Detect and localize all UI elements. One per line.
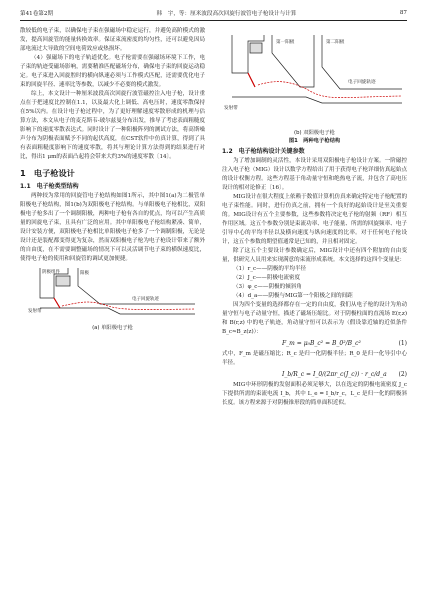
- single-anode-gun-diagram: [20, 264, 205, 324]
- lower-outline: [232, 97, 402, 103]
- paragraph: MIG设计在很大程度上依赖于数值计算机仿真来确定特定电子枪配置的电子束性能。同时，进行仿真之前，拥有一个良好的起始设计是至关重要的。MIG设计有五个主要参数，这些参数将决定电子枪的射频（RF）相互作用区域。这五个参数分别是束流功率、电子能量、所需的回旋频率、电子引导中心的平均半径以及横向速度与纵向速度的比率。对于任何电子枪设计，这五个参数的期望值通常是已知的，并且相对固定。: [222, 194, 407, 245]
- list-item: （4）d_a——阴极与MIG第一个阳极之间的间距: [233, 293, 353, 299]
- figure-caption: (b) 双阳极电子枪: [294, 130, 335, 136]
- paragraph: 散较低的电子束，以确保电子束在强磁场中稳定运行，并避免高阶模式的激发，提高回旋管的能量转换效率。保证束流密度的均匀性，还可以避免因局部电流过大导致的空间电荷效应或热损坏。: [20, 28, 205, 52]
- figure-1a: [20, 264, 205, 332]
- paragraph: 除了这五个主要设计参数确定后，MIG设计中还有四个附加的自由变量，供研究人员用来实现满意的束流形成系统。本文选择的这四个变量是：: [222, 248, 407, 263]
- equation-body: F_m = μ₀B_c² = B_0²/B_c²: [282, 340, 361, 347]
- list-item: （2）J_c——阴极电流密度: [233, 275, 301, 281]
- paragraph: 为了增加调制的灵活性，本设计采用双阳极电子枪设计方案。一阶磁控注入电子枪（MIG）设计以数学方程给出了用于获得电子枪详细仿真起始点的设计权衡方程。这些方程基于角动量守恒和绝热电子流，并包含了高电压设计的相对论修正〔16〕。: [222, 158, 407, 191]
- journal-issue: 第41卷第2期: [20, 11, 54, 17]
- double-anode-gun-diagram: [222, 27, 407, 129]
- running-title: 韩 宇，等：厘米波段高次回旋行波管电子枪设计与计算: [156, 11, 297, 17]
- equation-2: [222, 370, 407, 379]
- paragraph: 式中，F_m 是磁压缩比；R_c 是归一化阴极半径；R_0 是归一化导引中心半径。: [222, 351, 407, 366]
- paragraph: 综上，本文设计一种厘米波段高次回旋行波管磁控注入电子枪，设计重点在于把速度比控制在1.1，以及最大化上调低、高电压时，速度零散保持在5%以内。在设计电子枪过程中，为了更好理解速度零散形成的机理与估算方法，本文从电子的麦克斯韦-玻尔兹曼分布出发，推导了考虑表面粗糙度影响下的速度零散表达式。同时设计了一种阳极阵列的测试方法，将高斯噪声分布为阴极表面赋予不同的起伏高度，在CST软件中仿真计算，得到了具有表面粗糙度影响下的速度零散，将其与理论计算方法得到的结果进行对比，得出1 μm的表面凸起将会带来大约3%的速度零散〔14〕。: [20, 91, 205, 160]
- figure-caption: (a) 单阳极电子枪: [92, 325, 133, 331]
- page-header: [20, 7, 407, 19]
- figure-label: 阳极: [80, 271, 89, 276]
- cathode-outline: [232, 35, 264, 73]
- subsection-title: 1.2 电子枪结构设计关键参数: [222, 148, 305, 155]
- cathode-assembly-shape: [56, 276, 70, 286]
- figure-label: 第一阳极: [276, 40, 295, 45]
- equation-number: (1): [398, 340, 407, 347]
- figure-label: 电子回旋轨迹: [132, 297, 159, 302]
- beam-trajectory: [62, 302, 195, 309]
- cathode-assembly-shape: [250, 43, 262, 53]
- figure-label: 发射带: [28, 309, 42, 314]
- paragraph: 因为四个变量的选择都存在一定的自由度，我们从电子枪的设计为角动量守恒与电子动量守恒，描述了磁场压缩比。对于阴极柱面的直流场 E(r,z) 和 B(r,z) 中的电子轨迹，角动量守恒可以表示为（假设靠近轴的近似条件 B_c≈B_z(z)）：: [222, 302, 407, 335]
- list-item: （3）φ_c——阴极的倾斜角: [233, 284, 302, 290]
- variable-list: [222, 265, 407, 301]
- list-item: （1）r_c——阴极的平均半径: [233, 266, 307, 272]
- left-column: [20, 27, 205, 332]
- figure-label: 电子回旋轨迹: [348, 80, 376, 85]
- subsection-title: 1.1 电子枪类型结构: [20, 183, 79, 190]
- figure-title: 图1 两种电子枪结构: [288, 138, 341, 144]
- section-title: 1 电子枪设计: [20, 168, 75, 178]
- emitter-band-shape: [248, 73, 255, 87]
- page-number: 87: [399, 10, 407, 16]
- header-rule: [20, 20, 407, 21]
- equation-1: [222, 339, 407, 348]
- figure-label: 阴极组件: [42, 270, 60, 275]
- equation-body: I_b/R_c = I_0/(2πr_c(J_c)) · r_c/d_a: [282, 371, 387, 378]
- beam-trajectory: [258, 82, 402, 98]
- figure-label: 发射带: [224, 106, 238, 111]
- figure-1b: [222, 27, 407, 145]
- anode-lower-outline: [40, 308, 195, 314]
- paragraph: MIG中环形阴极的发射面积必须足够大，以在选定的阴极电流密度 J_c 下提供所需的束流电流 I_b，其中 L_e = I_b/r_c，L_c 是归一化的阴极斜长度。该方程来源于对阴极锥形段的简单面积近似。: [222, 382, 407, 406]
- right-column: [222, 27, 407, 408]
- paragraph: （4）强磁场下的电子轨道优化。电子枪需要在强磁场环境下工作，电子束的轨迹受磁场影响，需要精准匹配磁场分布，确保电子束的回旋运动稳定。电子束进入回旋腔时的横向纵速必须与工作模式匹配，还需要优化电子束的回旋半径、速率比等参数，以减少不必要的模式激发。: [20, 55, 205, 88]
- equation-number: (2): [398, 371, 407, 378]
- emitter-band-shape: [54, 298, 60, 308]
- figure-label: 第二阳极: [326, 40, 345, 45]
- paragraph: 两种较为常用的回旋管电子枪结构如图1所示，其中图1(a)为二极管单阳极电子枪结构，图1(b)为双阳极电子枪结构。与单阳极电子枪相比，双阳极电子枪多出了一个调制阳极，两种电子枪有各自的优点，均可以产生高质量的回旋电子束，且具有广泛的应用。其中单阳极电子枪结构紧凑、简单，设计安装方便，双阳极电子枪相比单阳极电子枪多了一个调制阳极，无论是设计还是装配都变得更为复杂，然而双阳极电子枪为电子枪设计带来了额外的自由度，在不需要调整磁场的情况下可以灵活调节电子束的横纵速度比，使得电子枪的使用和回旋管的调试更加便捷。: [20, 193, 205, 262]
